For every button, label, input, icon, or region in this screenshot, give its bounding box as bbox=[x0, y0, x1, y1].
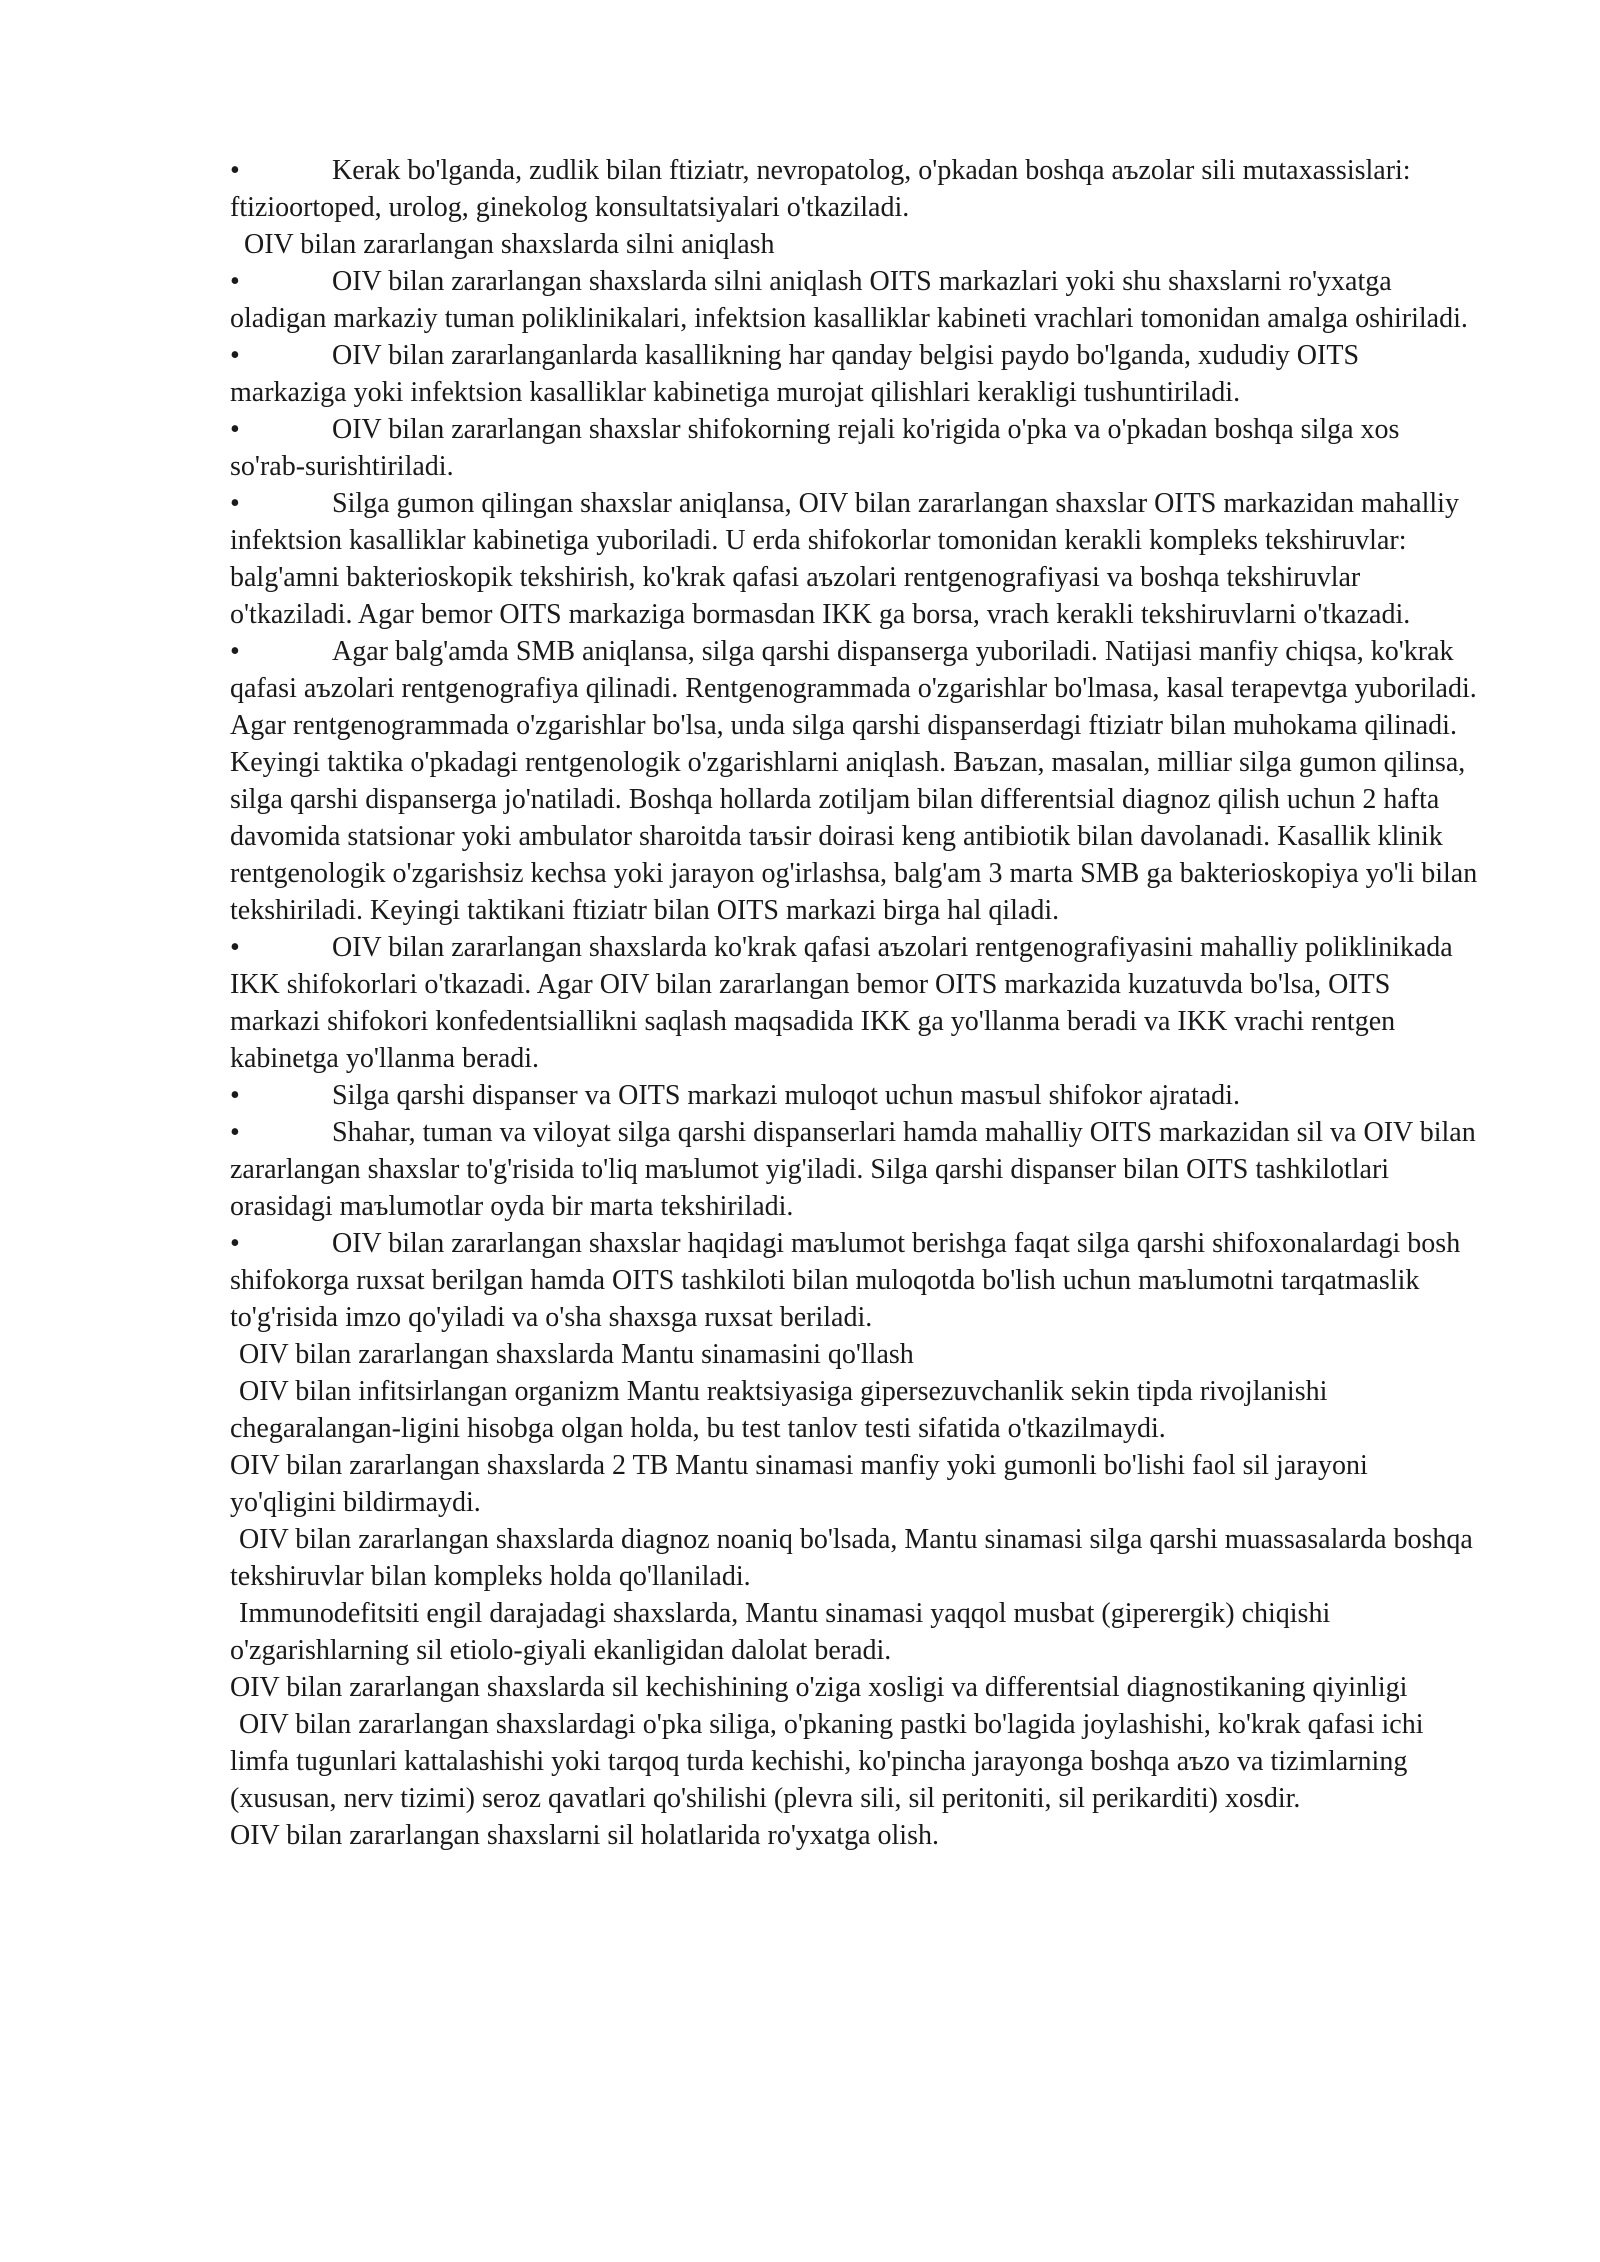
bullet-marker: • bbox=[230, 414, 240, 445]
bullet-paragraph bbox=[230, 633, 1480, 929]
bullet-marker: • bbox=[230, 340, 240, 371]
section-heading: OIV bilan zararlangan shaxslarda silni aniqlash bbox=[244, 229, 775, 260]
bullet-marker: • bbox=[230, 266, 240, 297]
bullet-paragraph bbox=[230, 1077, 1480, 1114]
bullet-paragraph bbox=[230, 929, 1480, 1077]
bullet-paragraph bbox=[230, 1114, 1480, 1225]
document-page bbox=[230, 152, 1480, 1854]
bullet-marker: • bbox=[230, 636, 240, 667]
bullet-marker: • bbox=[230, 488, 240, 519]
bullet-paragraph bbox=[230, 411, 1480, 485]
section-heading: OIV bilan zararlangan shaxslarda Mantu sinamasini qo'llash bbox=[239, 1339, 914, 1370]
paragraph-text: Shahar, tuman va viloyat silga qarshi dispanserlari hamda mahalliy OITS markazidan sil va OIV bilan zararlangan shaxslar to'g'risida to'liq maъlumot yig'iladi. Silga qarshi dispanser bilan OITS tashkilotlari orasidagi maъlumotlar oyda bir marta tekshiriladi. bbox=[230, 1117, 1476, 1222]
bullet-paragraph bbox=[230, 485, 1480, 633]
bullet-marker: • bbox=[230, 1117, 240, 1148]
section-heading: OIV bilan zararlangan shaxslarni sil holatlarida ro'yxatga olish. bbox=[230, 1820, 939, 1851]
paragraph-text: Silga qarshi dispanser va OITS markazi muloqot uchun masъul shifokor ajratadi. bbox=[332, 1080, 1240, 1111]
paragraph-text: OIV bilan zararlangan shaxslar haqidagi maъlumot berishga faqat silga qarshi shifoxonalardagi bosh shifokorga ruxsat berilgan hamda OITS tashkiloti bilan muloqotda bo'lish uchun maъlumotni tarqatmaslik to'g'risida imzo qo'yiladi va o'sha shaxsga ruxsat beriladi. bbox=[230, 1228, 1461, 1333]
body-paragraph bbox=[230, 1595, 1480, 1669]
body-paragraph bbox=[230, 1706, 1480, 1817]
paragraph-text: OIV bilan zararlangan shaxslardagi o'pka siliga, o'pkaning pastki bo'lagida joylashishi, ko'krak qafasi ichi limfa tugunlari kattalashishi yoki tarqoq turda kechishi, ko'pincha jarayonga boshqa aъzo va tizimlarning (xususan, nerv tizimi) seroz qavatlari qo'shilishi (plevra sili, sil peritoniti, sil perikarditi) xosdir. bbox=[230, 1709, 1424, 1814]
bullet-paragraph bbox=[230, 152, 1480, 226]
paragraph-text: Silga gumon qilingan shaxslar aniqlansa, OIV bilan zararlangan shaxslar OITS markazidan mahalliy infektsion kasalliklar kabinetiga yuboriladi. U erda shifokorlar tomonidan kerakli kompleks tekshiruvlar: balg'amni bakterioskopik tekshirish, ko'krak qafasi aъzolari rentgenografiyasi va boshqa tekshiruvlar o'tkaziladi. Agar bemor OITS markaziga bormasdan IKK ga borsa, vrach kerakli tekshiruvlarni o'tkazadi. bbox=[230, 488, 1459, 630]
bullet-paragraph bbox=[230, 263, 1480, 337]
bullet-marker: • bbox=[230, 932, 240, 963]
bullet-marker: • bbox=[230, 1080, 240, 1111]
body-paragraph: OIV bilan zararlangan shaxslarda 2 TB Mantu sinamasi manfiy yoki gumonli bo'lishi faol sil jarayoni yo'qligini bildirmaydi. bbox=[230, 1450, 1368, 1518]
paragraph-text: OIV bilan zararlangan shaxslarda ko'krak qafasi aъzolari rentgenografiyasini mahalliy poliklinikada IKK shifokorlari o'tkazadi. Agar OIV bilan zararlangan bemor OITS markazida kuzatuvda bo'lsa, OITS markazi shifokori konfedentsiallikni saqlash maqsadida IKK ga yo'llanma beradi va IKK vrachi rentgen kabinetga yo'llanma beradi. bbox=[230, 932, 1453, 1074]
paragraph-text: OIV bilan infitsirlangan organizm Mantu reaktsiyasiga gipersezuvchanlik sekin tipda rivojlanishi chegaralangan-ligini hisobga olgan holda, bu test tanlov testi sifatida o'tkazilmaydi. bbox=[230, 1376, 1328, 1444]
section-heading: OIV bilan zararlangan shaxslarda sil kechishining o'ziga xosligi va differentsial diagnostikaning qiyinligi bbox=[230, 1672, 1408, 1703]
paragraph-text: OIV bilan zararlanganlarda kasallikning har qanday belgisi paydo bo'lganda, xududiy OITS markaziga yoki infektsion kasalliklar kabinetiga murojat qilishlari kerakligi tushuntiriladi. bbox=[230, 340, 1360, 408]
paragraph-text: OIV bilan zararlangan shaxslarda silni aniqlash OITS markazlari yoki shu shaxslarni ro'yxatga oladigan markaziy tuman poliklinikalari, infektsion kasalliklar kabineti vrachlari tomonidan amalga oshiriladi. bbox=[230, 266, 1468, 334]
paragraph-text: Immunodefitsiti engil darajadagi shaxslarda, Mantu sinamasi yaqqol musbat (giperergik) chiqishi o'zgarishlarning sil etiolo-giyali ekanligidan dalolat beradi. bbox=[230, 1598, 1331, 1666]
body-paragraph bbox=[230, 1373, 1480, 1447]
bullet-paragraph bbox=[230, 337, 1480, 411]
body-paragraph bbox=[230, 1521, 1480, 1595]
bullet-paragraph bbox=[230, 1225, 1480, 1336]
bullet-marker: • bbox=[230, 1228, 240, 1259]
paragraph-text: OIV bilan zararlangan shaxslarda diagnoz noaniq bo'lsada, Mantu sinamasi silga qarshi muassasalarda boshqa tekshiruvlar bilan kompleks holda qo'llaniladi. bbox=[230, 1524, 1473, 1592]
paragraph-text: Kerak bo'lganda, zudlik bilan ftiziatr, nevropatolog, o'pkadan boshqa aъzolar sili mutaxassislari: ftizioortoped, urolog, ginekolog konsultatsiyalari o'tkaziladi. bbox=[230, 155, 1411, 223]
paragraph-text: OIV bilan zararlangan shaxslar shifokorning rejali ko'rigida o'pka va o'pkadan boshqa silga xos so'rab-surishtiriladi. bbox=[230, 414, 1400, 482]
bullet-marker: • bbox=[230, 155, 240, 186]
paragraph-text: Agar balg'amda SMB aniqlansa, silga qarshi dispanserga yuboriladi. Natijasi manfiy chiqsa, ko'krak qafasi aъzolari rentgenografiya qilinadi. Rentgenogrammada o'zgarishlar bo'lmasa, kasal terapevtga yuboriladi. Agar rentgenogrammada o'zgarishlar bo'lsa, unda silga qarshi dispanserdagi ftiziatr bilan muhokama qilinadi. Keyingi taktika o'pkadagi rentgenologik o'zgarishlarni aniqlash. Baъzan, masalan, milliar silga gumon qilinsa, silga qarshi dispanserga jo'natiladi. Boshqa hollarda zotiljam bilan differentsial diagnoz qilish uchun 2 hafta davomida statsionar yoki ambulator sharoitda taъsir doirasi keng antibiotik bilan davolanadi. Kasallik klinik rentgenologik o'zgarishsiz kechsa yoki jarayon og'irlashsa, balg'am 3 marta SMB ga bakterioskopiya yo'li bilan tekshiriladi. Keyingi taktikani ftiziatr bilan OITS markazi birga hal qiladi. bbox=[230, 636, 1478, 926]
